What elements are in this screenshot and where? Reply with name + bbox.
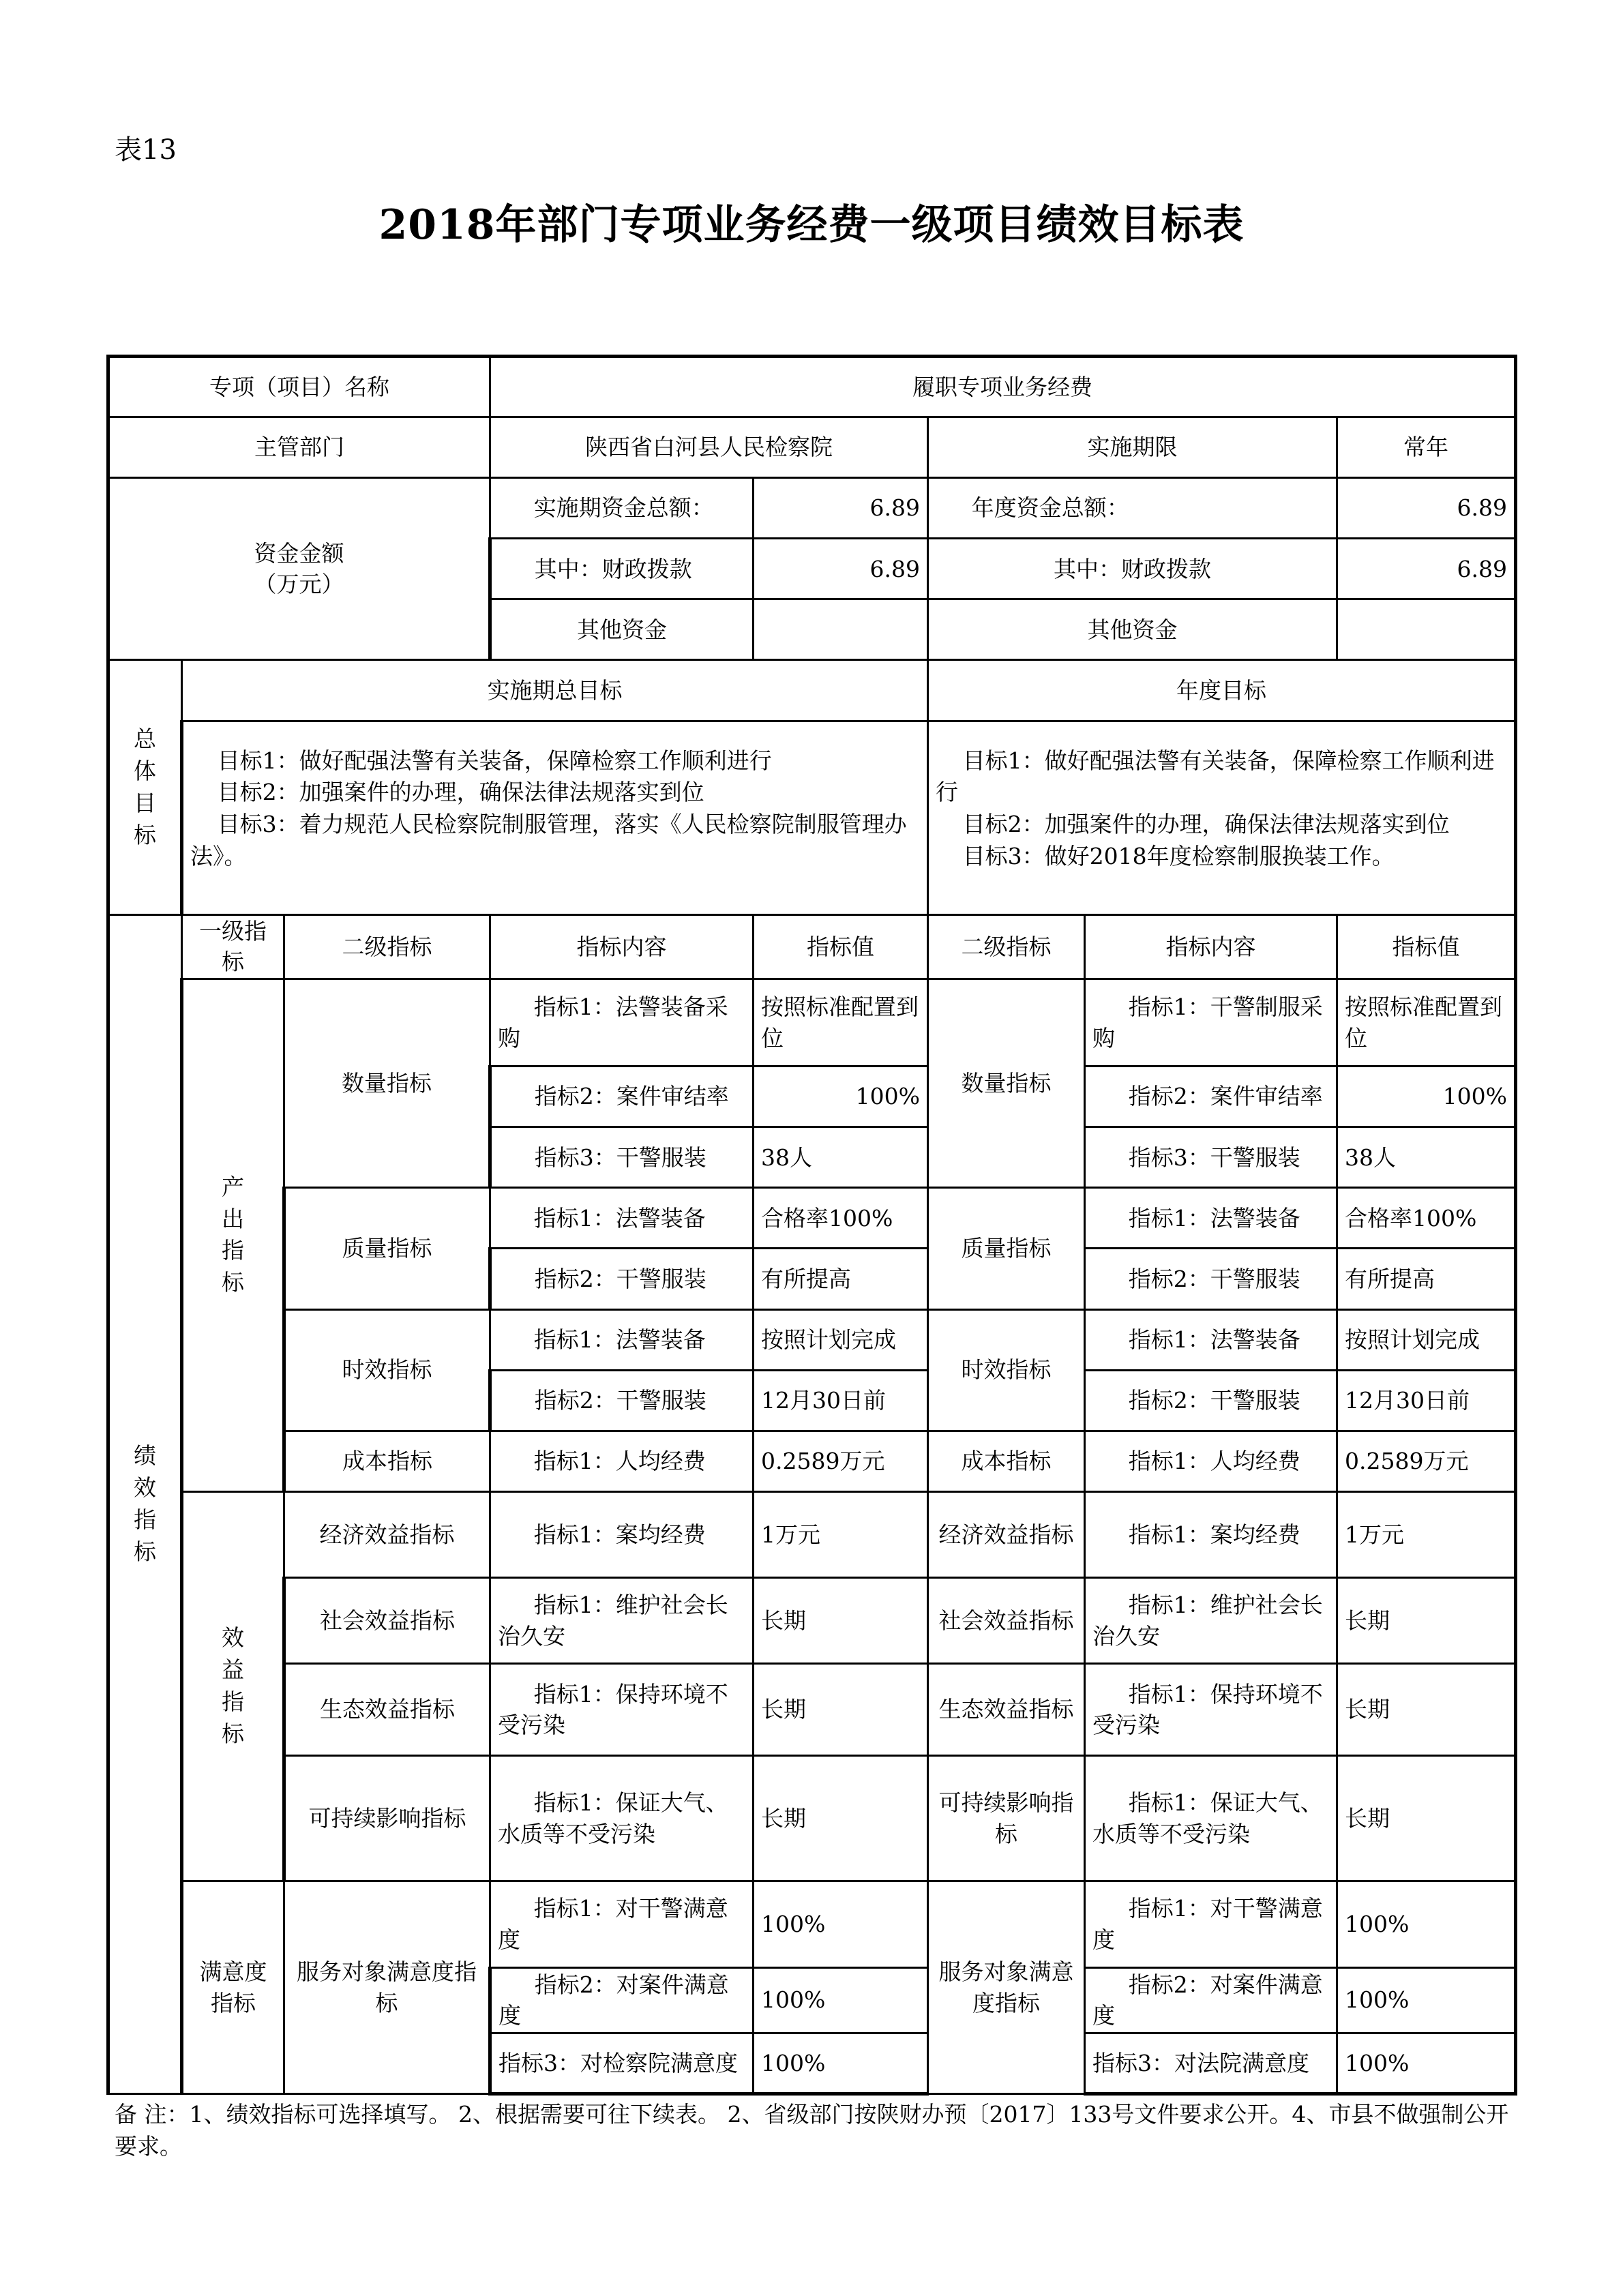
quantity-content-annual-1: 指标1：干警制服采购	[1085, 979, 1337, 1067]
service-content-3: 指标3：对检察院满意度	[490, 2033, 754, 2093]
period-goals-text	[182, 721, 928, 914]
ecological-label: 生态效益指标	[284, 1664, 490, 1756]
service-value-annual-3: 100%	[1337, 2033, 1516, 2093]
service-value-3: 100%	[754, 2033, 928, 2093]
social-content-annual: 指标1：维护社会长治久安	[1085, 1577, 1337, 1663]
quantity-value-annual-1: 按照标准配置到位	[1337, 979, 1516, 1067]
quantity-value-3: 38人	[754, 1127, 928, 1188]
economic-value-annual: 1万元	[1337, 1491, 1516, 1577]
quantity-content-1: 指标1：法警装备采购	[490, 979, 754, 1067]
social-value-annual: 长期	[1337, 1577, 1516, 1663]
dept-value: 陕西省白河县人民检察院	[490, 417, 928, 478]
quantity-content-annual-2: 指标2：案件审结率	[1085, 1067, 1337, 1127]
timeliness-value-2: 12月30日前	[754, 1370, 928, 1431]
cost-label: 成本指标	[284, 1431, 490, 1491]
ecological-value: 长期	[754, 1664, 928, 1756]
quantity-content-3: 指标3：干警服装	[490, 1127, 754, 1188]
sustainable-content: 指标1：保证大气、水质等不受污染	[490, 1756, 754, 1881]
ecological-content-annual: 指标1：保持环境不受污染	[1085, 1664, 1337, 1756]
ecological-content: 指标1：保持环境不受污染	[490, 1664, 754, 1756]
sustainable-value: 长期	[754, 1756, 928, 1881]
economic-content-annual: 指标1：案均经费	[1085, 1491, 1337, 1577]
timeliness-label: 时效指标	[284, 1309, 490, 1431]
project-name-value: 履职专项业务经费	[490, 357, 1516, 417]
sustainable-value-annual: 长期	[1337, 1756, 1516, 1881]
value-header-annual: 指标值	[1337, 914, 1516, 979]
period-goal-2: 目标2：加强案件的办理，确保法律法规落实到位	[217, 779, 704, 806]
quality-label-annual: 质量指标	[928, 1188, 1085, 1309]
annual-fiscal-funds-value: 6.89	[1337, 539, 1516, 599]
period-goal-3: 目标3：着力规范人民检察院制服管理，落实《人民检察院制服管理办法》。	[190, 811, 907, 870]
quantity-value-2: 100%	[754, 1067, 928, 1127]
total-funds-label: 实施期资金总额：	[490, 478, 754, 539]
quantity-value-annual-2: 100%	[1337, 1067, 1516, 1127]
timeliness-label-annual: 时效指标	[928, 1309, 1085, 1431]
dept-label: 主管部门	[108, 417, 490, 478]
table-number: 表13	[115, 134, 177, 166]
quality-content-2: 指标2：干警服装	[490, 1249, 754, 1309]
quantity-label-annual: 数量指标	[928, 979, 1085, 1188]
annual-total-funds-label: 年度资金总额：	[928, 478, 1337, 539]
timeliness-content-2: 指标2：干警服装	[490, 1370, 754, 1431]
ecological-value-annual: 长期	[1337, 1664, 1516, 1756]
quantity-content-annual-3: 指标3：干警服装	[1085, 1127, 1337, 1188]
overall-goals-side-label: 总体目标	[108, 660, 182, 914]
service-label: 服务对象满意度指标	[284, 1881, 490, 2094]
service-content-2: 指标2：对案件满意度	[490, 1967, 754, 2033]
total-funds-value: 6.89	[754, 478, 928, 539]
quantity-value-annual-3: 38人	[1337, 1127, 1516, 1188]
quality-label: 质量指标	[284, 1188, 490, 1309]
level2-header-annual: 二级指标	[928, 914, 1085, 979]
annual-goal-3: 目标3：做好2018年度检察制服换装工作。	[962, 843, 1395, 870]
other-funds-label: 其他资金	[490, 599, 754, 660]
economic-label: 经济效益指标	[284, 1491, 490, 1577]
annual-goals-text	[928, 721, 1516, 914]
funds-label-unit: （万元）	[254, 571, 344, 598]
level2-header: 二级指标	[284, 914, 490, 979]
social-content: 指标1：维护社会长治久安	[490, 1577, 754, 1663]
quality-content-annual-1: 指标1：法警装备	[1085, 1188, 1337, 1249]
annual-other-funds-value	[1337, 599, 1516, 660]
content-header: 指标内容	[490, 914, 754, 979]
benefit-indicators-label: 效益指标	[182, 1491, 284, 1881]
economic-label-annual: 经济效益指标	[928, 1491, 1085, 1577]
timeliness-content-annual-1: 指标1：法警装备	[1085, 1309, 1337, 1370]
cost-label-annual: 成本指标	[928, 1431, 1085, 1491]
timeliness-value-annual-1: 按照计划完成	[1337, 1309, 1516, 1370]
page-title: 2018年部门专项业务经费一级项目绩效目标表	[378, 201, 1245, 249]
output-indicators-label: 产出指标	[182, 979, 284, 1492]
cost-value-annual: 0.2589万元	[1337, 1431, 1516, 1491]
fiscal-funds-label: 其中：财政拨款	[490, 539, 754, 599]
annual-other-funds-label: 其他资金	[928, 599, 1337, 660]
service-value-2: 100%	[754, 1967, 928, 2033]
project-name-label: 专项（项目）名称	[108, 357, 490, 417]
quality-value-2: 有所提高	[754, 1249, 928, 1309]
service-label-annual: 服务对象满意度指标	[928, 1881, 1085, 2094]
social-label-annual: 社会效益指标	[928, 1577, 1085, 1663]
quantity-content-2: 指标2：案件审结率	[490, 1067, 754, 1127]
annual-goal-2: 目标2：加强案件的办理，确保法律法规落实到位	[962, 811, 1450, 838]
period-goals-header: 实施期总目标	[182, 660, 928, 721]
social-label: 社会效益指标	[284, 1577, 490, 1663]
service-value-annual-1: 100%	[1337, 1881, 1516, 1967]
service-value-annual-2: 100%	[1337, 1967, 1516, 2033]
economic-value: 1万元	[754, 1491, 928, 1577]
quantity-value-1: 按照标准配置到位	[754, 979, 928, 1067]
timeliness-value-1: 按照计划完成	[754, 1309, 928, 1370]
sustainable-label-annual: 可持续影响指标	[928, 1756, 1085, 1881]
footnote: 备 注：1、绩效指标可选择填写。 2、根据需要可往下续表。 2、省级部门按陕财办预〔2017〕133号文件要求公开。4、市县不做强制公开要求。	[115, 2101, 1509, 2160]
annual-goal-1: 目标1：做好配强法警有关装备，保障检察工作顺利进行	[936, 747, 1495, 806]
period-label: 实施期限	[928, 417, 1337, 478]
cost-content-annual: 指标1：人均经费	[1085, 1431, 1337, 1491]
performance-target-table	[106, 355, 1517, 2096]
quality-value-annual-2: 有所提高	[1337, 1249, 1516, 1309]
sustainable-content-annual: 指标1：保证大气、水质等不受污染	[1085, 1756, 1337, 1881]
cost-content: 指标1：人均经费	[490, 1431, 754, 1491]
annual-goals-header: 年度目标	[928, 660, 1516, 721]
timeliness-value-annual-2: 12月30日前	[1337, 1370, 1516, 1431]
funds-label	[108, 478, 490, 660]
value-header: 指标值	[754, 914, 928, 979]
timeliness-content-annual-2: 指标2：干警服装	[1085, 1370, 1337, 1431]
performance-side-label: 绩效指标	[108, 914, 182, 2093]
social-value: 长期	[754, 1577, 928, 1663]
annual-total-funds-value: 6.89	[1337, 478, 1516, 539]
quality-value-1: 合格率100%	[754, 1188, 928, 1249]
timeliness-content-1: 指标1：法警装备	[490, 1309, 754, 1370]
ecological-label-annual: 生态效益指标	[928, 1664, 1085, 1756]
economic-content: 指标1：案均经费	[490, 1491, 754, 1577]
service-content-1: 指标1：对干警满意度	[490, 1881, 754, 1967]
funds-label-main: 资金金额	[254, 539, 344, 567]
quantity-label: 数量指标	[284, 979, 490, 1188]
quality-content-1: 指标1：法警装备	[490, 1188, 754, 1249]
satisfaction-indicators-label: 满意度指标	[182, 1881, 284, 2094]
service-content-annual-1: 指标1：对干警满意度	[1085, 1881, 1337, 1967]
service-content-annual-2: 指标2：对案件满意度	[1085, 1967, 1337, 2033]
other-funds-value	[754, 599, 928, 660]
quality-content-annual-2: 指标2：干警服装	[1085, 1249, 1337, 1309]
cost-value: 0.2589万元	[754, 1431, 928, 1491]
sustainable-label: 可持续影响指标	[284, 1756, 490, 1881]
annual-fiscal-funds-label: 其中：财政拨款	[928, 539, 1337, 599]
content-header-annual: 指标内容	[1085, 914, 1337, 979]
fiscal-funds-value: 6.89	[754, 539, 928, 599]
service-content-annual-3: 指标3：对法院满意度	[1085, 2033, 1337, 2093]
period-goal-1: 目标1：做好配强法警有关装备，保障检察工作顺利进行	[217, 747, 772, 774]
quality-value-annual-1: 合格率100%	[1337, 1188, 1516, 1249]
level1-header: 一级指标	[182, 914, 284, 979]
period-value: 常年	[1337, 417, 1516, 478]
service-value-1: 100%	[754, 1881, 928, 1967]
